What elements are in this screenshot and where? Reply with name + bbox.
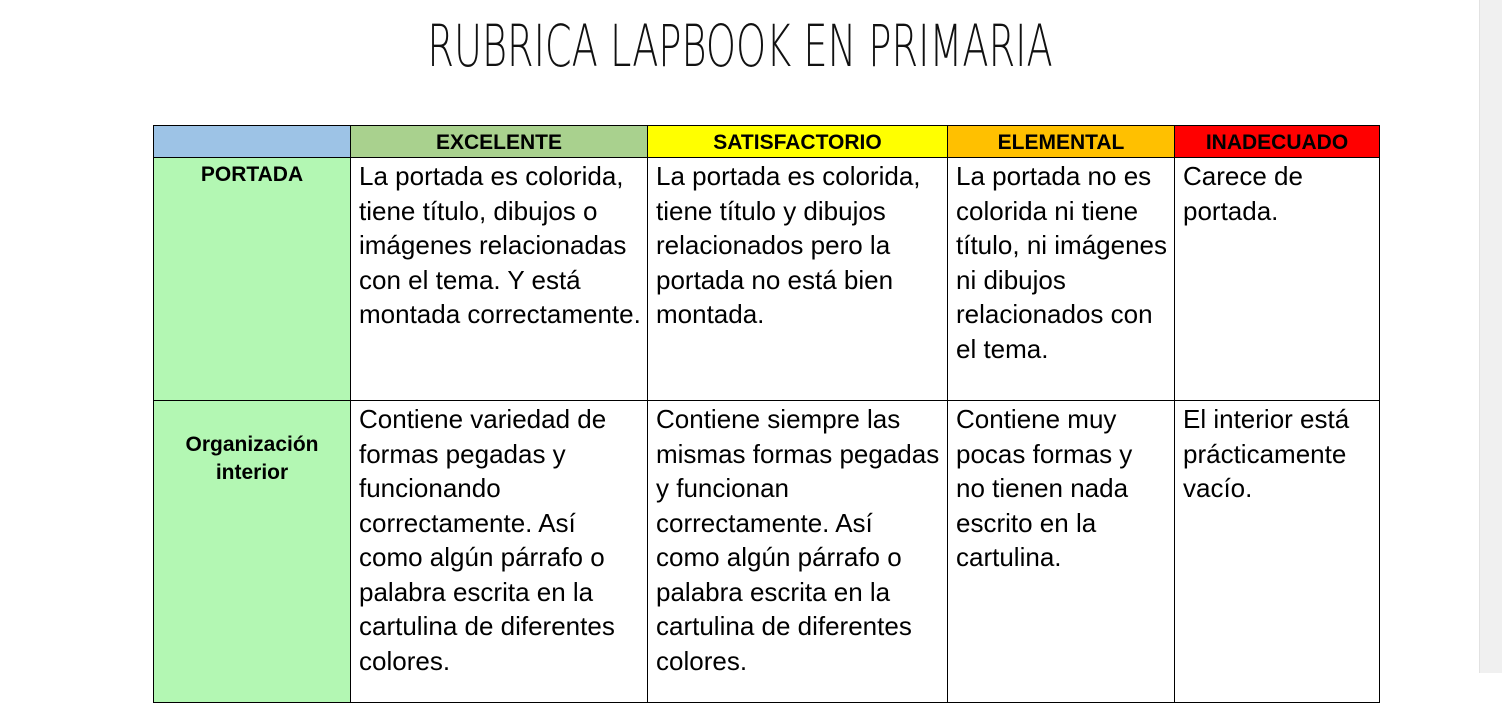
rubric-table bbox=[153, 125, 1380, 703]
cell-organizacion-excelente: Contiene variedad de formas pegadas y funcionando correctamente. Así como algún párrafo o palabra escrita en la cartulina de diferentes colores. bbox=[351, 401, 648, 703]
vertical-scrollbar[interactable] bbox=[1479, 0, 1502, 673]
cell-portada-inadecuado: Carece de portada. bbox=[1175, 158, 1380, 401]
table-row bbox=[154, 158, 1380, 401]
cell-portada-elemental: La portada no es colorida ni tiene título, ni imágenes ni dibujos relacionados con el tema. bbox=[948, 158, 1175, 401]
header-elemental: ELEMENTAL bbox=[948, 126, 1175, 158]
cell-organizacion-satisfactorio: Contiene siempre las mismas formas pegadas y funcionan correctamente. Así como algún párrafo o palabra escrita en la cartulina de diferentes colores. bbox=[648, 401, 948, 703]
header-corner-cell bbox=[154, 126, 351, 158]
cell-organizacion-inadecuado: El interior está prácticamente vacío. bbox=[1175, 401, 1380, 703]
header-excelente: EXCELENTE bbox=[351, 126, 648, 158]
header-row bbox=[154, 126, 1380, 158]
row-header-organizacion: Organización interior bbox=[154, 401, 351, 703]
cell-organizacion-elemental: Contiene muy pocas formas y no tienen nada escrito en la cartulina. bbox=[948, 401, 1175, 703]
table-row bbox=[154, 401, 1380, 703]
header-satisfactorio: SATISFACTORIO bbox=[648, 126, 948, 158]
document-title: RUBRICA LAPBOOK EN PRIMARIA bbox=[427, 12, 1053, 80]
row-header-portada: PORTADA bbox=[154, 158, 351, 401]
header-inadecuado: INADECUADO bbox=[1175, 126, 1380, 158]
cell-portada-satisfactorio: La portada es colorida, tiene título y dibujos relacionados pero la portada no está bien montada. bbox=[648, 158, 948, 401]
cell-portada-excelente: La portada es colorida, tiene título, dibujos o imágenes relacionadas con el tema. Y está montada correctamente. bbox=[351, 158, 648, 401]
